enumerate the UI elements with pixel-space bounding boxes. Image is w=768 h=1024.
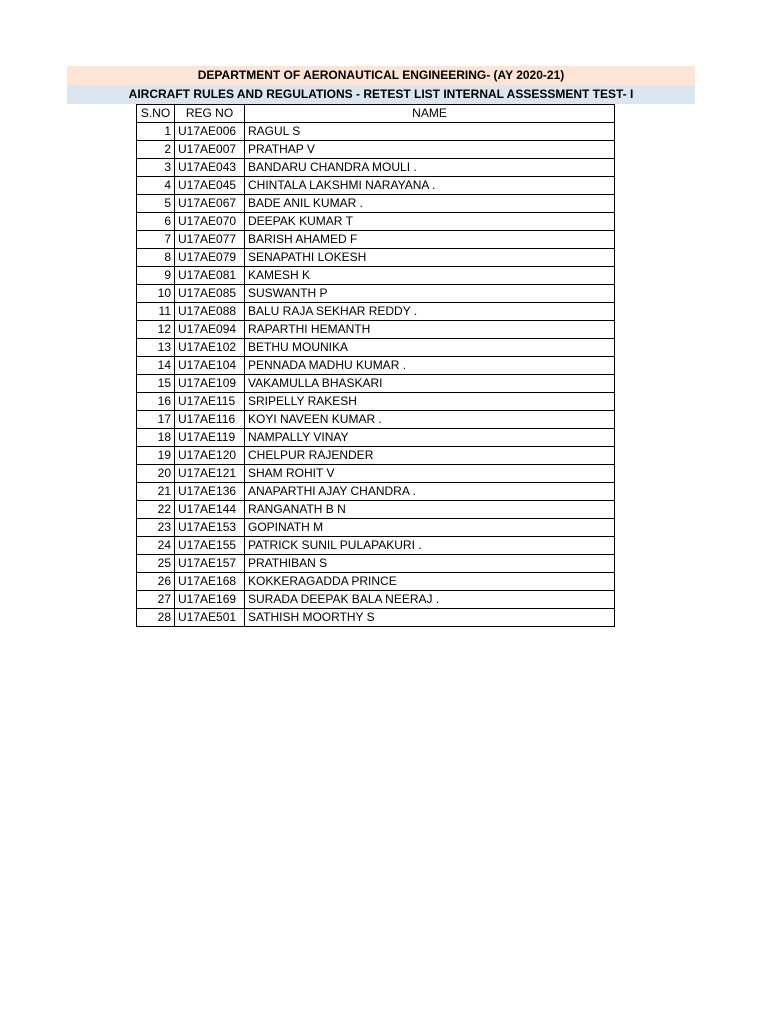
table-row — [137, 537, 615, 555]
name-cell: PRATHAP V — [245, 141, 615, 159]
sno-cell: 1 — [137, 123, 175, 141]
reg-no-cell: U17AE085 — [175, 285, 245, 303]
sno-cell: 22 — [137, 501, 175, 519]
table-row — [137, 519, 615, 537]
table-row — [137, 429, 615, 447]
table-row — [137, 465, 615, 483]
table-row — [137, 123, 615, 141]
name-cell: SUSWANTH P — [245, 285, 615, 303]
name-cell: RAPARTHI HEMANTH — [245, 321, 615, 339]
name-cell: RANGANATH B N — [245, 501, 615, 519]
sno-cell: 7 — [137, 231, 175, 249]
sno-cell: 16 — [137, 393, 175, 411]
name-cell: KOYI NAVEEN KUMAR . — [245, 411, 615, 429]
sno-cell: 15 — [137, 375, 175, 393]
table-header-row — [137, 105, 615, 123]
sno-cell: 24 — [137, 537, 175, 555]
reg-no-cell: U17AE094 — [175, 321, 245, 339]
sno-cell: 4 — [137, 177, 175, 195]
reg-no-cell: U17AE153 — [175, 519, 245, 537]
table-row — [137, 339, 615, 357]
sno-cell: 26 — [137, 573, 175, 591]
sno-cell: 14 — [137, 357, 175, 375]
name-cell: BALU RAJA SEKHAR REDDY . — [245, 303, 615, 321]
table-row — [137, 213, 615, 231]
reg-no-cell: U17AE104 — [175, 357, 245, 375]
sno-cell: 11 — [137, 303, 175, 321]
sno-cell: 19 — [137, 447, 175, 465]
table-row — [137, 249, 615, 267]
sno-cell: 27 — [137, 591, 175, 609]
sno-cell: 9 — [137, 267, 175, 285]
reg-no-cell: U17AE067 — [175, 195, 245, 213]
header-reg-no: REG NO — [175, 105, 245, 123]
table-row — [137, 267, 615, 285]
sno-cell: 18 — [137, 429, 175, 447]
sno-cell: 13 — [137, 339, 175, 357]
reg-no-cell: U17AE043 — [175, 159, 245, 177]
name-cell: PENNADA MADHU KUMAR . — [245, 357, 615, 375]
name-cell: NAMPALLY VINAY — [245, 429, 615, 447]
name-cell: SRIPELLY RAKESH — [245, 393, 615, 411]
sno-cell: 6 — [137, 213, 175, 231]
name-cell: BADE ANIL KUMAR . — [245, 195, 615, 213]
table-row — [137, 393, 615, 411]
reg-no-cell: U17AE006 — [175, 123, 245, 141]
document-title: DEPARTMENT OF AERONAUTICAL ENGINEERING- (AY 2020-21) — [67, 66, 695, 85]
table-row — [137, 573, 615, 591]
table-row — [137, 285, 615, 303]
header-name: NAME — [245, 105, 615, 123]
header-sno: S.NO — [137, 105, 175, 123]
name-cell: KOKKERAGADDA PRINCE — [245, 573, 615, 591]
reg-no-cell: U17AE115 — [175, 393, 245, 411]
reg-no-cell: U17AE088 — [175, 303, 245, 321]
table-row — [137, 555, 615, 573]
reg-no-cell: U17AE120 — [175, 447, 245, 465]
name-cell: VAKAMULLA BHASKARI — [245, 375, 615, 393]
table-body — [137, 123, 615, 627]
table-row — [137, 411, 615, 429]
sno-cell: 5 — [137, 195, 175, 213]
name-cell: GOPINATH M — [245, 519, 615, 537]
sno-cell: 8 — [137, 249, 175, 267]
name-cell: PRATHIBAN S — [245, 555, 615, 573]
sno-cell: 21 — [137, 483, 175, 501]
reg-no-cell: U17AE007 — [175, 141, 245, 159]
sno-cell: 17 — [137, 411, 175, 429]
sno-cell: 23 — [137, 519, 175, 537]
table-row — [137, 375, 615, 393]
retest-list-table — [136, 104, 615, 627]
name-cell: DEEPAK KUMAR T — [245, 213, 615, 231]
name-cell: BANDARU CHANDRA MOULI . — [245, 159, 615, 177]
sno-cell: 12 — [137, 321, 175, 339]
reg-no-cell: U17AE045 — [175, 177, 245, 195]
name-cell: KAMESH K — [245, 267, 615, 285]
name-cell: BETHU MOUNIKA — [245, 339, 615, 357]
reg-no-cell: U17AE168 — [175, 573, 245, 591]
sno-cell: 20 — [137, 465, 175, 483]
table-row — [137, 177, 615, 195]
table-row — [137, 357, 615, 375]
sno-cell: 3 — [137, 159, 175, 177]
reg-no-cell: U17AE136 — [175, 483, 245, 501]
name-cell: SURADA DEEPAK BALA NEERAJ . — [245, 591, 615, 609]
reg-no-cell: U17AE169 — [175, 591, 245, 609]
reg-no-cell: U17AE081 — [175, 267, 245, 285]
reg-no-cell: U17AE121 — [175, 465, 245, 483]
reg-no-cell: U17AE070 — [175, 213, 245, 231]
sno-cell: 10 — [137, 285, 175, 303]
name-cell: SENAPATHI LOKESH — [245, 249, 615, 267]
reg-no-cell: U17AE109 — [175, 375, 245, 393]
reg-no-cell: U17AE102 — [175, 339, 245, 357]
reg-no-cell: U17AE501 — [175, 609, 245, 627]
table-row — [137, 447, 615, 465]
table-row — [137, 159, 615, 177]
sno-cell: 28 — [137, 609, 175, 627]
reg-no-cell: U17AE157 — [175, 555, 245, 573]
reg-no-cell: U17AE116 — [175, 411, 245, 429]
name-cell: CHINTALA LAKSHMI NARAYANA . — [245, 177, 615, 195]
name-cell: PATRICK SUNIL PULAPAKURI . — [245, 537, 615, 555]
sno-cell: 25 — [137, 555, 175, 573]
table-row — [137, 501, 615, 519]
table-row — [137, 231, 615, 249]
name-cell: SATHISH MOORTHY S — [245, 609, 615, 627]
name-cell: SHAM ROHIT V — [245, 465, 615, 483]
table-row — [137, 609, 615, 627]
table-row — [137, 591, 615, 609]
table-row — [137, 321, 615, 339]
table-row — [137, 195, 615, 213]
sno-cell: 2 — [137, 141, 175, 159]
table-row — [137, 303, 615, 321]
reg-no-cell: U17AE155 — [175, 537, 245, 555]
name-cell: RAGUL S — [245, 123, 615, 141]
reg-no-cell: U17AE119 — [175, 429, 245, 447]
name-cell: ANAPARTHI AJAY CHANDRA . — [245, 483, 615, 501]
table-row — [137, 483, 615, 501]
name-cell: CHELPUR RAJENDER — [245, 447, 615, 465]
reg-no-cell: U17AE144 — [175, 501, 245, 519]
reg-no-cell: U17AE079 — [175, 249, 245, 267]
document-subtitle: AIRCRAFT RULES AND REGULATIONS - RETEST LIST INTERNAL ASSESSMENT TEST- I — [67, 85, 695, 104]
reg-no-cell: U17AE077 — [175, 231, 245, 249]
table-row — [137, 141, 615, 159]
name-cell: BARISH AHAMED F — [245, 231, 615, 249]
